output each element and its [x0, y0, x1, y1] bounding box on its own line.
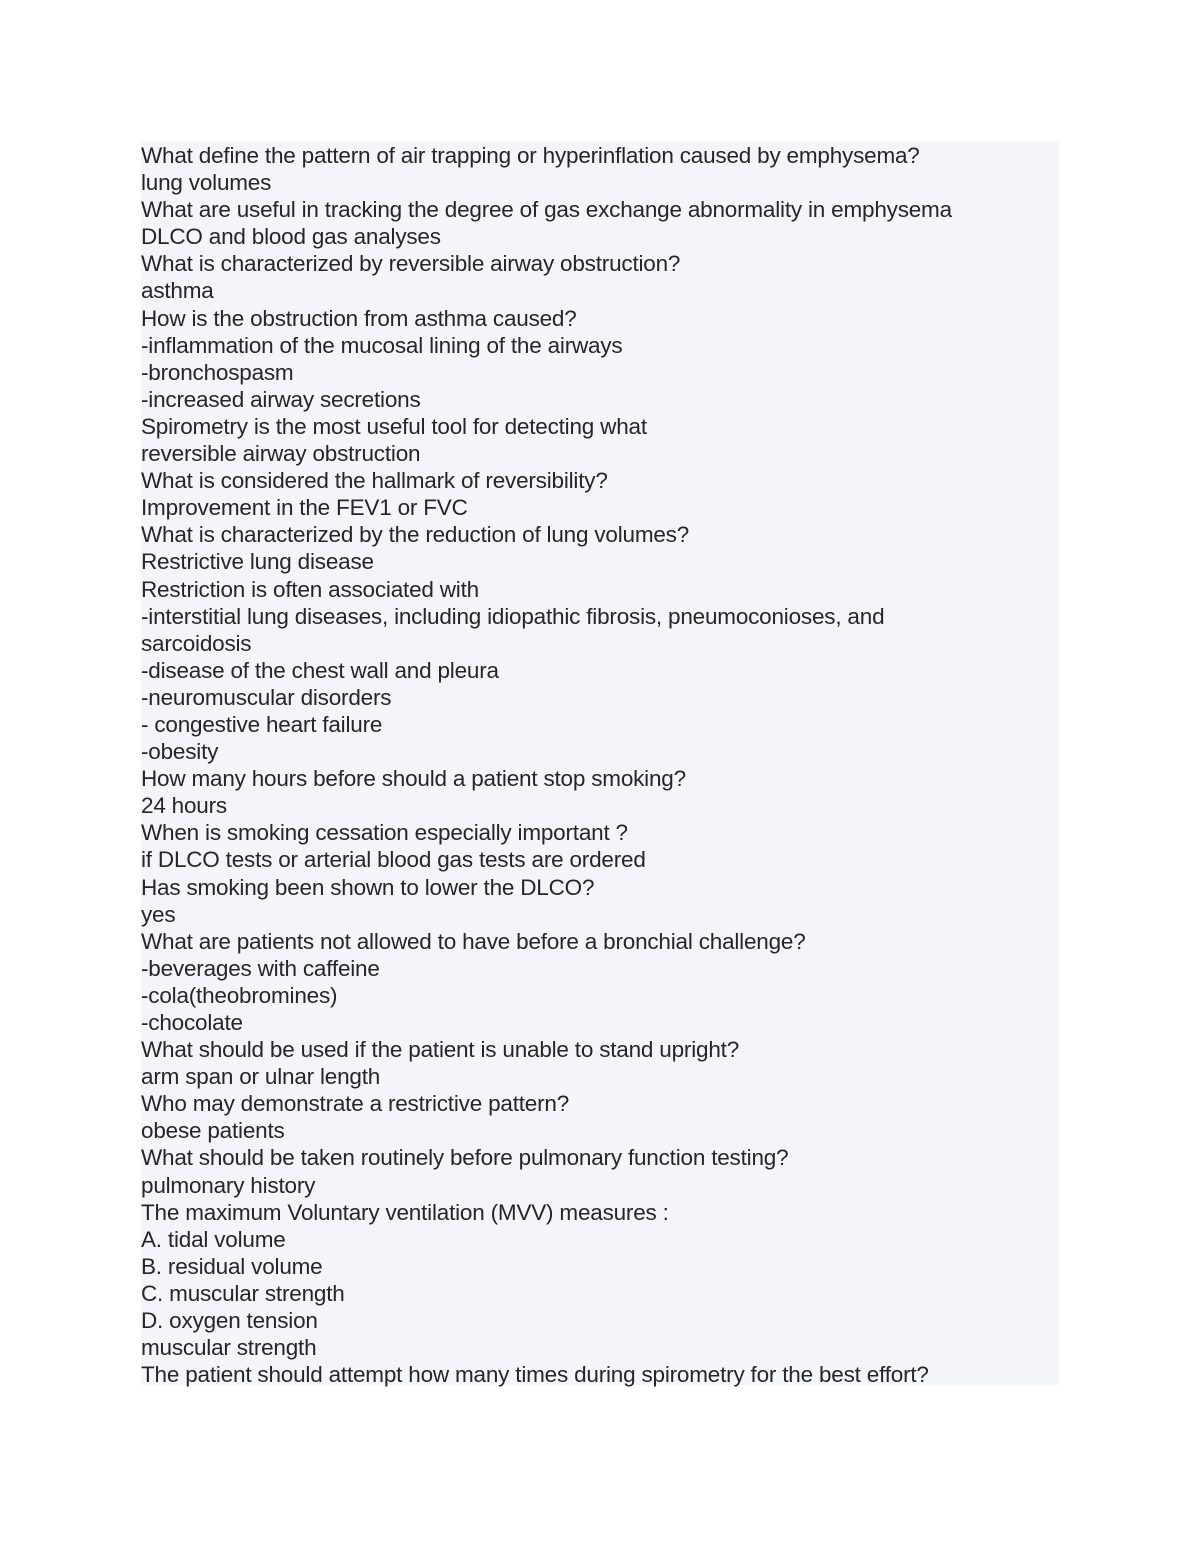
document-line: reversible airway obstruction: [141, 441, 421, 467]
document-line: -cola(theobromines): [141, 982, 338, 1008]
document-line: What is considered the hallmark of reversibility?: [141, 468, 608, 494]
document-line: -neuromuscular disorders: [141, 684, 392, 710]
document-line: What should be taken routinely before pulmonary function testing?: [141, 1145, 789, 1171]
document-line: pulmonary history: [141, 1172, 316, 1198]
document-line: - congestive heart failure: [141, 711, 383, 737]
document-line: 24 hours: [141, 793, 227, 819]
document-line: C. muscular strength: [141, 1280, 345, 1306]
document-line: How is the obstruction from asthma caused?: [141, 305, 577, 331]
document-line: -disease of the chest wall and pleura: [141, 657, 499, 683]
document-line: Improvement in the FEV1 or FVC: [141, 495, 468, 521]
document-line: -beverages with caffeine: [141, 955, 380, 981]
document-line: The maximum Voluntary ventilation (MVV) measures :: [141, 1199, 669, 1225]
document-line: -increased airway secretions: [141, 386, 421, 412]
document-line: Restrictive lung disease: [141, 549, 374, 575]
document-line: What is characterized by the reduction of lung volumes?: [141, 522, 690, 548]
document-text-block: [141, 141, 1059, 1388]
document-line: sarcoidosis: [141, 630, 252, 656]
document-line: What are patients not allowed to have before a bronchial challenge?: [141, 928, 806, 954]
document-line: Restriction is often associated with: [141, 576, 479, 602]
document-line: What is characterized by reversible airway obstruction?: [141, 251, 681, 277]
document-line: -bronchospasm: [141, 359, 294, 385]
document-line: yes: [141, 901, 176, 927]
document-line: B. residual volume: [141, 1253, 323, 1279]
document-line: What define the pattern of air trapping or hyperinflation caused by emphysema?: [141, 143, 920, 168]
document-line: How many hours before should a patient stop smoking?: [141, 766, 686, 792]
document-line: Who may demonstrate a restrictive pattern?: [141, 1091, 570, 1117]
document-line: The patient should attempt how many times during spirometry for the best effort?: [141, 1362, 929, 1388]
document-line: asthma: [141, 278, 214, 304]
document-line: -obesity: [141, 739, 219, 765]
document-line: Spirometry is the most useful tool for detecting what: [141, 413, 647, 439]
document-line: What are useful in tracking the degree of gas exchange abnormality in emphysema: [141, 197, 952, 223]
document-line: Has smoking been shown to lower the DLCO?: [141, 874, 595, 900]
document-line: -interstitial lung diseases, including idiopathic fibrosis, pneumoconioses, and: [141, 603, 885, 629]
document-line: -chocolate: [141, 1010, 243, 1035]
document-line: lung volumes: [141, 170, 272, 196]
document-line: muscular strength: [141, 1335, 317, 1361]
document-line: D. oxygen tension: [141, 1308, 318, 1334]
document-line: When is smoking cessation especially important ?: [141, 820, 628, 846]
document-line: A. tidal volume: [141, 1226, 286, 1252]
document-line: arm span or ulnar length: [141, 1064, 381, 1090]
document-line: if DLCO tests or arterial blood gas tests are ordered: [141, 847, 646, 873]
document-line: What should be used if the patient is unable to stand upright?: [141, 1037, 740, 1063]
document-line: obese patients: [141, 1118, 285, 1144]
document-line: -inflammation of the mucosal lining of the airways: [141, 332, 623, 358]
document-line: DLCO and blood gas analyses: [141, 224, 441, 250]
